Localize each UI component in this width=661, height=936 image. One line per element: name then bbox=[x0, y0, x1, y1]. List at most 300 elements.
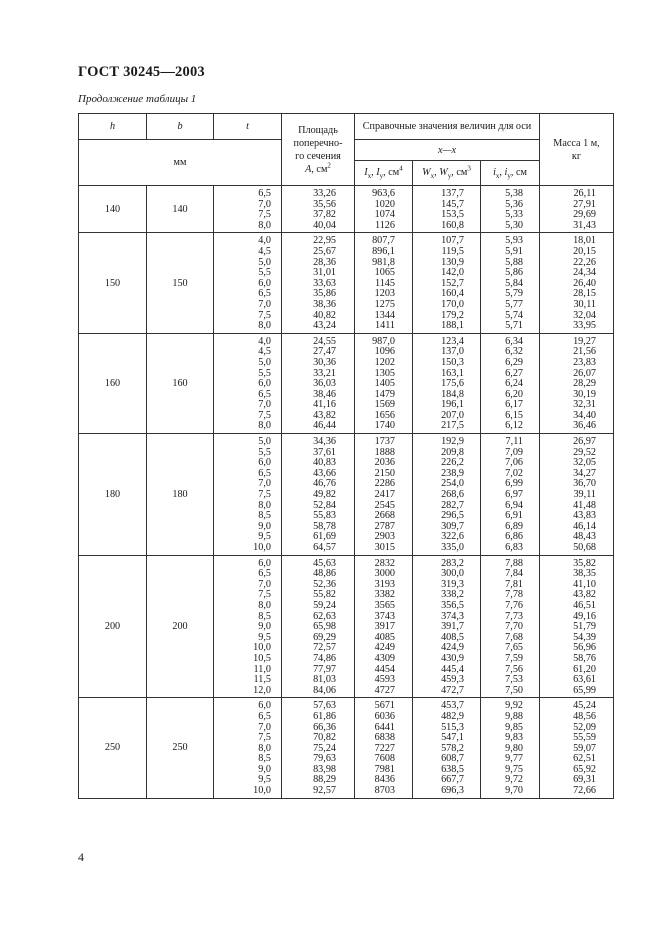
header-area-line1: Площадь bbox=[298, 124, 338, 136]
area-value: 57,63 bbox=[313, 700, 336, 712]
header-area-line2: поперечно- bbox=[293, 137, 343, 149]
thickness-value: 9,0 bbox=[258, 520, 271, 532]
modulus-value: 696,3 bbox=[441, 785, 464, 797]
modulus-value: 196,1 bbox=[441, 399, 464, 411]
inertia-value: 1405 bbox=[374, 378, 395, 390]
cell-modulus bbox=[413, 555, 481, 698]
header-h: h bbox=[79, 114, 147, 140]
modulus-value: 391,7 bbox=[441, 621, 464, 633]
area-value: 35,56 bbox=[313, 198, 336, 210]
radius-value: 6,99 bbox=[505, 478, 523, 490]
thickness-value: 4,0 bbox=[258, 235, 271, 247]
modulus-value: 430,9 bbox=[441, 652, 464, 664]
inertia-value: 8703 bbox=[374, 785, 395, 797]
area-value: 72,57 bbox=[313, 642, 336, 654]
area-value: 81,03 bbox=[313, 674, 336, 686]
mass-value: 45,24 bbox=[573, 700, 596, 712]
header-mass bbox=[540, 114, 614, 186]
area-value: 84,06 bbox=[313, 684, 336, 696]
inertia-value: 1202 bbox=[374, 356, 395, 368]
cell-inertia bbox=[355, 186, 413, 233]
thickness-value: 8,0 bbox=[258, 742, 271, 754]
radius-value: 7,56 bbox=[505, 663, 523, 675]
radius-value: 7,76 bbox=[505, 599, 523, 611]
cell-area bbox=[282, 434, 355, 556]
inertia-values bbox=[355, 434, 412, 555]
area-value: 25,67 bbox=[313, 245, 336, 257]
area-value: 79,63 bbox=[313, 753, 336, 765]
radius-value: 5,86 bbox=[505, 267, 523, 279]
mass-values bbox=[540, 434, 613, 555]
modulus-value: 300,0 bbox=[441, 568, 464, 580]
inertia-value: 987,0 bbox=[372, 335, 395, 347]
thickness-value: 8,0 bbox=[258, 499, 271, 511]
thickness-value: 7,0 bbox=[258, 198, 271, 210]
cell-mass bbox=[540, 698, 614, 798]
mass-value: 41,48 bbox=[573, 499, 596, 511]
header-b: b bbox=[147, 114, 214, 140]
cell-b: 160 bbox=[147, 333, 214, 433]
cell-modulus bbox=[413, 698, 481, 798]
modulus-values bbox=[413, 434, 480, 555]
thickness-value: 8,0 bbox=[258, 599, 271, 611]
thickness-value: 7,5 bbox=[258, 309, 271, 321]
modulus-value: 207,0 bbox=[441, 409, 464, 421]
thickness-value: 7,5 bbox=[258, 732, 271, 744]
table-row bbox=[79, 555, 614, 698]
area-value: 88,29 bbox=[313, 774, 336, 786]
area-value: 49,82 bbox=[313, 489, 336, 501]
thickness-value: 7,0 bbox=[258, 478, 271, 490]
modulus-value: 175,6 bbox=[441, 378, 464, 390]
radius-values bbox=[481, 698, 539, 797]
inertia-value: 3565 bbox=[374, 599, 395, 611]
inertia-value: 8436 bbox=[374, 774, 395, 786]
inertia-value: 3917 bbox=[374, 621, 395, 633]
area-value: 30,36 bbox=[313, 356, 336, 368]
inertia-value: 1145 bbox=[375, 277, 395, 289]
mass-values bbox=[540, 186, 613, 232]
thickness-value: 12,0 bbox=[253, 684, 271, 696]
area-values bbox=[282, 186, 354, 232]
modulus-value: 296,5 bbox=[441, 510, 464, 522]
mass-value: 55,59 bbox=[573, 732, 596, 744]
modulus-value: 119,5 bbox=[441, 245, 464, 257]
header-modulus-sep: , bbox=[434, 167, 440, 178]
inertia-values bbox=[355, 556, 412, 698]
mass-value: 51,79 bbox=[573, 621, 596, 633]
modulus-value: 238,9 bbox=[441, 467, 464, 479]
header-area-unit: , см bbox=[311, 163, 328, 175]
modulus-value: 152,7 bbox=[441, 277, 464, 289]
table-body bbox=[79, 186, 614, 799]
mass-value: 52,09 bbox=[573, 721, 596, 733]
mass-value: 49,16 bbox=[573, 610, 596, 622]
radius-value: 7,73 bbox=[505, 610, 523, 622]
radius-value: 5,36 bbox=[505, 198, 523, 210]
thickness-value: 7,0 bbox=[258, 721, 271, 733]
mass-value: 46,51 bbox=[573, 599, 596, 611]
radius-value: 5,93 bbox=[505, 235, 523, 247]
radius-value: 9,77 bbox=[505, 753, 523, 765]
radius-value: 9,80 bbox=[505, 742, 523, 754]
modulus-value: 179,2 bbox=[441, 309, 464, 321]
area-value: 31,01 bbox=[313, 267, 336, 279]
area-value: 34,36 bbox=[313, 436, 336, 448]
header-axis: x—x bbox=[355, 140, 540, 161]
header-inertia-sym2: I bbox=[376, 167, 380, 178]
modulus-value: 667,7 bbox=[441, 774, 464, 786]
area-value: 28,36 bbox=[313, 256, 336, 268]
mass-values bbox=[540, 233, 613, 332]
radius-value: 9,72 bbox=[505, 774, 523, 786]
area-value: 61,69 bbox=[313, 531, 336, 543]
thickness-value: 4,0 bbox=[258, 335, 271, 347]
modulus-values bbox=[413, 698, 480, 797]
mass-value: 21,56 bbox=[573, 346, 596, 358]
cell-h: 180 bbox=[79, 434, 147, 556]
header-modulus bbox=[413, 161, 481, 186]
cell-thickness bbox=[214, 555, 282, 698]
mass-value: 32,04 bbox=[573, 309, 596, 321]
thickness-value: 5,0 bbox=[258, 256, 271, 268]
table-row bbox=[79, 333, 614, 433]
inertia-value: 1344 bbox=[374, 309, 395, 321]
area-value: 75,24 bbox=[313, 742, 336, 754]
area-value: 43,82 bbox=[313, 409, 336, 421]
radius-value: 7,88 bbox=[505, 557, 523, 569]
area-value: 77,97 bbox=[313, 663, 336, 675]
modulus-value: 322,6 bbox=[441, 531, 464, 543]
cell-h: 140 bbox=[79, 186, 147, 233]
area-value: 64,57 bbox=[313, 542, 336, 553]
modulus-value: 153,5 bbox=[441, 209, 464, 221]
area-value: 36,03 bbox=[313, 378, 336, 390]
inertia-value: 1305 bbox=[374, 367, 395, 379]
table-row bbox=[79, 186, 614, 233]
header-units-mm: мм bbox=[79, 140, 282, 186]
cell-radius bbox=[481, 333, 540, 433]
mass-value: 69,31 bbox=[573, 774, 596, 786]
modulus-value: 283,2 bbox=[441, 557, 464, 569]
cell-radius bbox=[481, 555, 540, 698]
modulus-value: 150,3 bbox=[441, 356, 464, 368]
area-value: 33,63 bbox=[313, 277, 336, 289]
mass-value: 30,19 bbox=[573, 388, 596, 400]
cell-modulus bbox=[413, 186, 481, 233]
area-value: 61,86 bbox=[313, 710, 336, 722]
cell-radius bbox=[481, 434, 540, 556]
area-value: 48,86 bbox=[313, 568, 336, 580]
mass-value: 38,35 bbox=[573, 568, 596, 580]
radius-value: 6,12 bbox=[505, 420, 523, 432]
thickness-value: 8,5 bbox=[258, 510, 271, 522]
cell-b: 140 bbox=[147, 186, 214, 233]
thickness-value: 7,5 bbox=[258, 589, 271, 601]
inertia-value: 1203 bbox=[374, 288, 395, 300]
inertia-values bbox=[355, 698, 412, 797]
header-t: t bbox=[214, 114, 282, 140]
radius-value: 6,32 bbox=[505, 346, 523, 358]
area-values bbox=[282, 334, 354, 433]
radius-value: 7,02 bbox=[505, 467, 523, 479]
area-value: 62,63 bbox=[313, 610, 336, 622]
modulus-value: 472,7 bbox=[441, 684, 464, 696]
radius-value: 9,83 bbox=[505, 732, 523, 744]
thickness-values bbox=[214, 334, 281, 433]
area-value: 33,21 bbox=[313, 367, 336, 379]
thickness-value: 8,5 bbox=[258, 753, 271, 765]
cell-radius bbox=[481, 698, 540, 798]
thickness-values bbox=[214, 233, 281, 332]
radius-value: 7,65 bbox=[505, 642, 523, 654]
area-value: 27,47 bbox=[313, 346, 336, 358]
area-value: 40,82 bbox=[313, 309, 336, 321]
radius-value: 9,92 bbox=[505, 700, 523, 712]
radius-value: 5,33 bbox=[505, 209, 523, 221]
mass-value: 34,27 bbox=[573, 467, 596, 479]
thickness-value: 9,5 bbox=[258, 774, 271, 786]
radius-value: 7,70 bbox=[505, 621, 523, 633]
mass-value: 35,82 bbox=[573, 557, 596, 569]
cell-modulus bbox=[413, 333, 481, 433]
modulus-value: 453,7 bbox=[441, 700, 464, 712]
cell-inertia bbox=[355, 434, 413, 556]
area-values bbox=[282, 434, 354, 555]
mass-value: 26,40 bbox=[573, 277, 596, 289]
cell-area bbox=[282, 698, 355, 798]
modulus-value: 638,5 bbox=[441, 763, 464, 775]
radius-value: 6,15 bbox=[505, 409, 523, 421]
radius-value: 5,77 bbox=[505, 298, 523, 310]
radius-value: 7,06 bbox=[505, 457, 523, 469]
area-value: 52,84 bbox=[313, 499, 336, 511]
radius-value: 6,34 bbox=[505, 335, 523, 347]
mass-value: 28,15 bbox=[573, 288, 596, 300]
thickness-value: 9,0 bbox=[258, 621, 271, 633]
radius-value: 5,71 bbox=[505, 320, 523, 332]
modulus-value: 188,1 bbox=[441, 320, 464, 332]
thickness-value: 6,5 bbox=[258, 568, 271, 580]
area-value: 65,98 bbox=[313, 621, 336, 633]
cell-h: 250 bbox=[79, 698, 147, 798]
modulus-value: 268,6 bbox=[441, 489, 464, 501]
header-radius-sym2: i bbox=[504, 167, 508, 178]
inertia-value: 1656 bbox=[374, 409, 395, 421]
inertia-value: 1065 bbox=[374, 267, 395, 279]
thickness-value: 6,0 bbox=[258, 700, 271, 712]
modulus-value: 482,9 bbox=[441, 710, 464, 722]
header-radius-sym1: i bbox=[493, 167, 496, 178]
header-radius bbox=[481, 161, 540, 186]
radius-value: 6,86 bbox=[505, 531, 523, 543]
inertia-value: 4309 bbox=[374, 652, 395, 664]
inertia-value: 1074 bbox=[374, 209, 395, 221]
cell-area bbox=[282, 555, 355, 698]
thickness-value: 5,0 bbox=[258, 356, 271, 368]
inertia-value: 3382 bbox=[374, 589, 395, 601]
area-value: 66,36 bbox=[313, 721, 336, 733]
header-modulus-sub1: x bbox=[430, 172, 435, 181]
area-value: 46,44 bbox=[313, 420, 336, 432]
inertia-value: 6036 bbox=[374, 710, 395, 722]
mass-value: 26,11 bbox=[573, 188, 596, 199]
area-value: 37,61 bbox=[313, 446, 336, 458]
header-modulus-exp: 3 bbox=[467, 164, 471, 173]
inertia-value: 7608 bbox=[374, 753, 395, 765]
mass-values bbox=[540, 556, 613, 698]
thickness-value: 6,0 bbox=[258, 378, 271, 390]
header-modulus-unit: , см bbox=[451, 167, 468, 178]
thickness-value: 5,5 bbox=[258, 446, 271, 458]
inertia-value: 3193 bbox=[374, 578, 395, 590]
radius-value: 7,78 bbox=[505, 589, 523, 601]
mass-value: 28,29 bbox=[573, 378, 596, 390]
area-value: 59,24 bbox=[313, 599, 336, 611]
cell-radius bbox=[481, 233, 540, 333]
area-value: 35,86 bbox=[313, 288, 336, 300]
modulus-value: 547,1 bbox=[441, 732, 464, 744]
area-value: 24,55 bbox=[313, 335, 336, 347]
radius-value: 7,81 bbox=[505, 578, 523, 590]
header-inertia-unit: , см bbox=[383, 167, 400, 178]
area-value: 74,86 bbox=[313, 652, 336, 664]
mass-value: 22,26 bbox=[573, 256, 596, 268]
inertia-value: 7981 bbox=[374, 763, 395, 775]
cell-h: 160 bbox=[79, 333, 147, 433]
thickness-value: 9,0 bbox=[258, 763, 271, 775]
mass-values bbox=[540, 334, 613, 433]
area-value: 55,82 bbox=[313, 589, 336, 601]
radius-values bbox=[481, 233, 539, 332]
cell-mass bbox=[540, 186, 614, 233]
header-radius-sep: , bbox=[499, 167, 505, 178]
header-modulus-sub2: y bbox=[447, 172, 452, 181]
header-area-line3: го сечения bbox=[295, 150, 341, 162]
inertia-value: 2286 bbox=[374, 478, 395, 490]
header-modulus-sym1: W bbox=[422, 167, 431, 178]
thickness-value: 7,5 bbox=[258, 409, 271, 421]
thickness-value: 7,0 bbox=[258, 298, 271, 310]
mass-value: 48,43 bbox=[573, 531, 596, 543]
thickness-value: 10,0 bbox=[253, 785, 271, 797]
cell-radius bbox=[481, 186, 540, 233]
inertia-value: 1020 bbox=[374, 198, 395, 210]
mass-value: 30,11 bbox=[573, 298, 596, 310]
area-value: 37,82 bbox=[313, 209, 336, 221]
page-number: 4 bbox=[78, 850, 84, 864]
mass-value: 46,14 bbox=[573, 520, 596, 532]
thickness-value: 9,5 bbox=[258, 531, 271, 543]
inertia-values bbox=[355, 334, 412, 433]
thickness-value: 4,5 bbox=[258, 346, 271, 358]
thickness-value: 6,5 bbox=[258, 710, 271, 722]
thickness-value: 7,5 bbox=[258, 489, 271, 501]
area-value: 55,83 bbox=[313, 510, 336, 522]
header-mass-line2: кг bbox=[571, 150, 582, 162]
mass-value: 59,07 bbox=[573, 742, 596, 754]
inertia-value: 1740 bbox=[374, 420, 395, 432]
mass-value: 29,69 bbox=[573, 209, 596, 221]
cell-h: 200 bbox=[79, 555, 147, 698]
radius-value: 9,70 bbox=[505, 785, 523, 797]
modulus-value: 170,0 bbox=[441, 298, 464, 310]
inertia-value: 4454 bbox=[374, 663, 395, 675]
mass-value: 72,66 bbox=[573, 785, 596, 797]
modulus-value: 338,2 bbox=[441, 589, 464, 601]
thickness-value: 6,0 bbox=[258, 277, 271, 289]
radius-value: 5,79 bbox=[505, 288, 523, 300]
cell-thickness bbox=[214, 186, 282, 233]
area-value: 22,95 bbox=[313, 235, 336, 247]
modulus-value: 424,9 bbox=[441, 642, 464, 654]
cell-b: 180 bbox=[147, 434, 214, 556]
mass-value: 36,70 bbox=[573, 478, 596, 490]
mass-value: 39,11 bbox=[573, 489, 596, 501]
cell-mass bbox=[540, 555, 614, 698]
mass-value: 19,27 bbox=[573, 335, 596, 347]
inertia-value: 6441 bbox=[374, 721, 395, 733]
inertia-value: 2903 bbox=[374, 531, 395, 543]
modulus-value: 578,2 bbox=[441, 742, 464, 754]
inertia-value: 2545 bbox=[374, 499, 395, 511]
thickness-value: 8,0 bbox=[258, 320, 271, 332]
cell-mass bbox=[540, 333, 614, 433]
mass-value: 24,34 bbox=[573, 267, 596, 279]
cell-mass bbox=[540, 434, 614, 556]
thickness-value: 9,5 bbox=[258, 631, 271, 643]
radius-value: 5,38 bbox=[505, 188, 523, 199]
thickness-value: 6,0 bbox=[258, 557, 271, 569]
radius-value: 6,20 bbox=[505, 388, 523, 400]
table-row bbox=[79, 698, 614, 798]
inertia-value: 5671 bbox=[374, 700, 395, 712]
document-title: ГОСТ 30245—2003 bbox=[78, 64, 205, 80]
mass-value: 20,15 bbox=[573, 245, 596, 257]
inertia-value: 1275 bbox=[374, 298, 395, 310]
area-value: 40,04 bbox=[313, 219, 336, 231]
cell-mass bbox=[540, 233, 614, 333]
thickness-value: 7,0 bbox=[258, 578, 271, 590]
radius-value: 7,84 bbox=[505, 568, 523, 580]
cell-h: 150 bbox=[79, 233, 147, 333]
modulus-value: 408,5 bbox=[441, 631, 464, 643]
cell-thickness bbox=[214, 233, 282, 333]
inertia-value: 4249 bbox=[374, 642, 395, 654]
inertia-value: 2668 bbox=[374, 510, 395, 522]
cell-inertia bbox=[355, 233, 413, 333]
cell-area bbox=[282, 186, 355, 233]
modulus-value: 160,4 bbox=[441, 288, 464, 300]
header-reference-values: Справочные значения величин для оси bbox=[355, 114, 540, 140]
radius-value: 5,30 bbox=[505, 219, 523, 231]
inertia-value: 1737 bbox=[374, 436, 395, 448]
radius-values bbox=[481, 434, 539, 555]
cell-inertia bbox=[355, 555, 413, 698]
mass-value: 62,51 bbox=[573, 753, 596, 765]
thickness-values bbox=[214, 556, 281, 698]
mass-value: 27,91 bbox=[573, 198, 596, 210]
header-area-symbol: A bbox=[305, 163, 312, 175]
area-value: 38,46 bbox=[313, 388, 336, 400]
mass-value: 56,96 bbox=[573, 642, 596, 654]
mass-value: 63,61 bbox=[573, 674, 596, 686]
header-inertia-sub2: y bbox=[379, 172, 384, 181]
modulus-values bbox=[413, 334, 480, 433]
header-radius-sub2: y bbox=[507, 172, 511, 181]
thickness-values bbox=[214, 698, 281, 797]
header-modulus-sym2: W bbox=[439, 167, 448, 178]
